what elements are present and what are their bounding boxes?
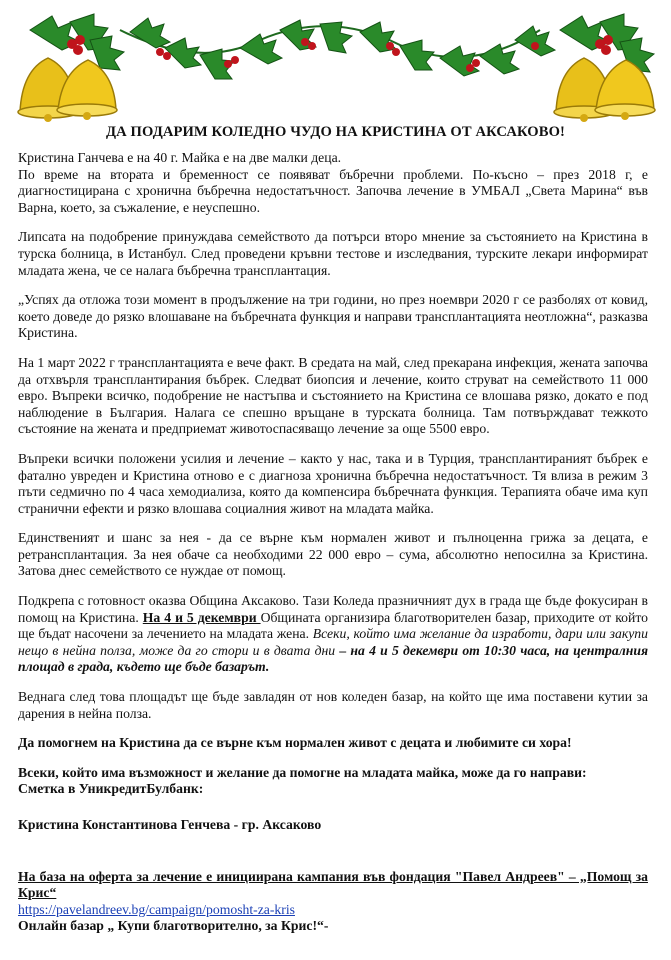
article-body xyxy=(18,150,648,935)
bank-name: Сметка в УникредитБулбанк: xyxy=(18,781,204,797)
bazaar-time-place: – на 4 и 5 декември от 10:30 часа, на централния площад в града, където ще бъде базарът. xyxy=(18,642,648,675)
page-title: ДА ПОДАРИМ КОЛЕДНО ЧУДО НА КРИСТИНА ОТ АКСАКОВО! xyxy=(105,124,565,140)
paragraph-dialysis: Въпреки всички положени усилия и лечение – както у нас, така и в Турция, трансплантираният бъбрек е фатално увреден и Кристина отново е с диагноза хронична бъбречна недостатъчност. Тя влиза в режим 3 пъти седмично по 4 часа хемодиализа, която да компенсира бъбречната функция. Терапията обаче има куп странични ефекти и рязко влошава социалния живот на младата майка. xyxy=(18,450,648,516)
paragraph-retransplant: Единственият и шанс за нея - да се върне към нормален живот и пълноценна грижа за децата, е ретрансплантация. За нея обаче са необходими 22 000 евро – сума, абсолютно непосилна за Кристина. Затова днес семейството се нуждае от помощ. xyxy=(18,530,648,579)
holiday-decoration-header xyxy=(0,0,671,125)
account-intro: Всеки, който има възможност и желание да помогне на младата майка, може да го направи: xyxy=(18,764,587,780)
christmas-bells-holly-icon xyxy=(554,14,655,122)
paragraph-transplant: На 1 март 2022 г трансплантацията е вече факт. В средата на май, след прекарана инфекция, жената започва да отхвърля трансплантирания бъбрек. Следват биопсия и лечение, които струват на семейството 11 000 евро. Въпреки всичко, подобрение не настъпва и състоянието на Кристина се влошава рязко, докато е под наблюдение в България. Налага се спешно връщане в турската болница. Там потвърждават тежкото състояние на жената и предприемат животоспасяващо лечение за още 5500 евро. xyxy=(18,354,648,437)
online-bazaar: Онлайн базар „ Купи благотворително, за Крис!“- xyxy=(18,918,329,934)
bazaar-invitation: Всеки, който има желание да изработи, дари или закупи нещо в нейна полза, може да го стори и в двата дни xyxy=(18,626,648,658)
account-holder: Кристина Константинова Генчева - гр. Аксаково xyxy=(18,817,322,832)
paragraph-bazaar xyxy=(18,593,648,676)
paragraph-donation-boxes: Веднага след това площадът ще бъде завладян от нов коледен базар, на който ще има поставени кутии за дарения в нейна полза. xyxy=(18,689,648,721)
christmas-bells-holly-icon xyxy=(18,14,124,122)
paragraph-account-info xyxy=(18,765,648,798)
paragraph-call-to-action: Да помогнем на Кристина да се върне към нормален живот с децата и любимите си хора! xyxy=(18,735,572,751)
bazaar-text-a: Подкрепа с готовност оказва Община Аксаково. Тази Коледа празничният дух в града ще бъде фокусиран в помощ на Кристина. xyxy=(18,593,648,625)
paragraph-quote: „Успях да отложа този момент в продължение на три години, но през ноември 2020 г се разболях от ковид, което доведе до рязко влошаване на бъбречната функция и направи трансплантацията неотложна“, разказва Кристина. xyxy=(18,292,648,341)
intro-line-2: По време на втората и бременност се появяват бъбречни проблеми. По-късно – през 2018 г, е диагностицирана с хронична бъбречна недостатъчност. Започва лечение в УМБАЛ „Света Марина“ във Варна, което, за съжаление, е неуспешно. xyxy=(18,166,648,215)
intro-line-1: Кристина Ганчева е на 40 г. Майка е на две малки деца. xyxy=(18,150,342,165)
holly-garland-icon xyxy=(120,18,555,79)
bazaar-text-c: Общината организира благотворителен базар, приходите от който ще бъдат насочени за лечението на младата жена. xyxy=(18,609,648,642)
bazaar-dates: На 4 и 5 декември xyxy=(142,609,261,625)
campaign-link[interactable]: https://pavelandreev.bg/campaign/pomosht-za-kris xyxy=(18,901,295,917)
campaign-text: На база на оферта за лечение е инициирана кампания във фондация "Павел Андреев" – „Помощ за Крис“ xyxy=(18,868,648,901)
paragraph-intro xyxy=(18,150,648,216)
paragraph-second-opinion: Липсата на подобрение принуждава семейството да потърси второ мнение за състоянието на Кристина в турска болница, в Истанбул. След проведени кръвни тестове и изследвания, турските лекари информират младата жена, че се налага бъбречна трансплантация. xyxy=(18,229,648,278)
